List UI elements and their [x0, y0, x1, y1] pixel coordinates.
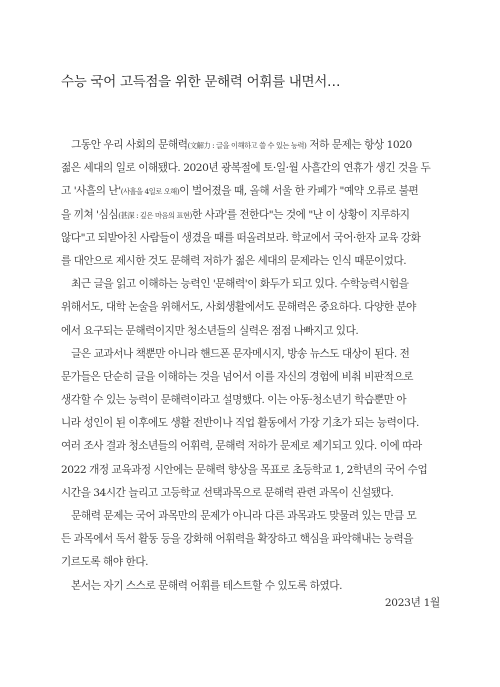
text-line	[61, 435, 441, 458]
text-line	[61, 412, 441, 435]
text-run: 위해서도, 대학 논술을 위해서도, 사회생활에서도 문해력은 중요하다. 다양한 분야	[61, 301, 416, 314]
text-line	[61, 320, 441, 343]
text-run: 든 과목에서 독서 활동 등을 강화해 어휘력을 확장하고 핵심을 파악해내는 능력을	[61, 533, 414, 546]
preface-body	[61, 134, 441, 598]
text-run: 고 '사흘의 난'	[61, 185, 121, 198]
text-run: 문가들은 단순히 글을 이해하는 것을 넘어서 이를 자신의 경험에 비춰 비판적으로	[61, 370, 414, 383]
text-run: 그동안 우리 사회의 문해력	[61, 139, 188, 151]
text-line	[61, 227, 441, 250]
text-line	[61, 273, 441, 296]
text-line	[61, 482, 441, 505]
text-run: 2022 개정 교육과정 시안에는 문해력 향상을 목표로 초등학교 1, 2학년의 국어 수업	[61, 463, 428, 476]
text-line	[61, 459, 441, 482]
text-run: 젊은 세대의 일로 이해됐다. 2020년 광복절에 토·일·월 사흘간의 연휴가 생긴 것을 두	[61, 162, 431, 175]
text-line	[61, 180, 441, 203]
inline-gloss: (사흘을 4일로 오해)	[120, 187, 180, 197]
inline-gloss: (甚深 : 깊은 마음의 표현)	[118, 210, 192, 220]
text-line	[61, 366, 441, 389]
text-run: 생각할 수 있는 능력이 문해력이라고 설명했다. 이는 아동·청소년기 학습뿐만 아	[61, 394, 407, 407]
text-line	[61, 389, 441, 412]
text-line	[61, 157, 441, 180]
preface-title: 수능 국어 고득점을 위한 문해력 어휘를 내면서…	[61, 74, 341, 90]
text-line	[61, 551, 441, 574]
text-run: 시간을 34시간 늘리고 고등학교 선택과목으로 문해력 관련 과목이 신설됐다.	[61, 486, 394, 499]
text-run: 글은 교과서나 책뿐만 아니라 핸드폰 문자메시지, 방송 뉴스도 대상이 된다. 전	[61, 347, 410, 360]
text-run: 기르도록 해야 한다.	[61, 556, 149, 569]
text-line	[61, 505, 441, 528]
inline-gloss: (文解力 : 글을 이해하고 쓸 수 있는 능력)	[187, 141, 307, 150]
text-line	[61, 528, 441, 551]
text-line	[61, 204, 441, 227]
text-run: 니라 성인이 된 이후에도 생활 전반이나 직업 활동에서 가장 기초가 되는 능력이다.	[61, 417, 419, 430]
text-line	[61, 250, 441, 273]
text-run: 않다"고 되받아친 사람들이 생겼을 때를 떠올려보라. 학교에서 국어·한자 교육 강화	[61, 231, 421, 244]
text-run: 문해력 문제는 국어 과목만의 문제가 아니라 다른 과목과도 맞물려 있는 만큼 모	[61, 510, 417, 522]
text-line	[61, 134, 441, 157]
text-run: 를 대안으로 제시한 것도 문해력 저하가 젊은 세대의 문제라는 인식 때문이었다.	[61, 254, 407, 267]
text-run: 을 끼쳐 '심심	[61, 208, 119, 221]
preface-date: 2023년 1월	[384, 597, 440, 609]
text-run: 저하 문제는 항상 1020	[306, 139, 412, 151]
text-run: 본서는 자기 스스로 문해력 어휘를 테스트할 수 있도록 하였다.	[61, 579, 342, 592]
text-run: 이 벌어졌을 때, 올해 서울 한 카페가 "예약 오류로 불편	[179, 185, 419, 198]
text-run: 한 사과'를 전한다"는 것에 "난 이 상황이 지루하지	[191, 208, 410, 221]
text-line	[61, 343, 441, 366]
text-run: 여러 조사 결과 청소년들의 어휘력, 문해력 저하가 문제로 제기되고 있다. 이에 따라	[61, 440, 422, 453]
text-run: 에서 요구되는 문해력이지만 청소년들의 실력은 점점 나빠지고 있다.	[61, 324, 359, 337]
text-run: 최근 글을 읽고 이해하는 능력인 '문해력'이 화두가 되고 있다. 수학능력시험을	[61, 278, 409, 291]
text-line	[61, 296, 441, 319]
